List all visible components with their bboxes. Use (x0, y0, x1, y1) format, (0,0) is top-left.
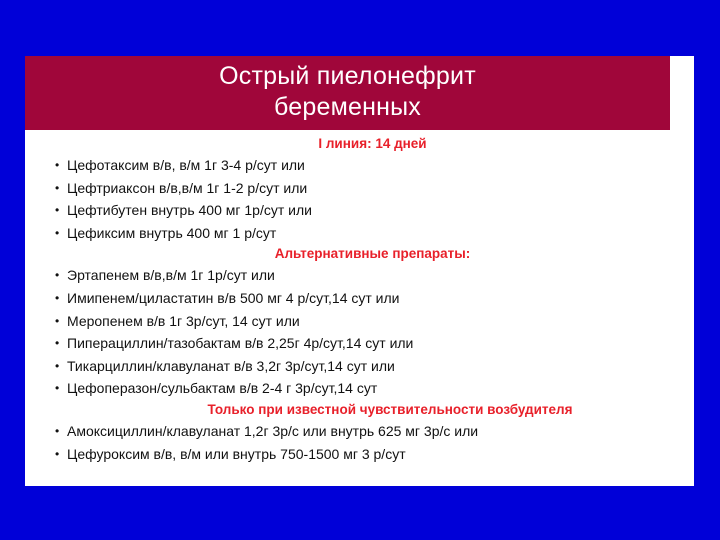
list-item (25, 154, 670, 177)
list-item-text: Имипенем/циластатин в/в 500 мг 4 р/сут,14 сут или (67, 289, 400, 306)
bullet-icon: • (55, 225, 60, 240)
slide-edge-strip (670, 56, 694, 486)
alternatives-list (25, 264, 670, 400)
slide-title-line-2: беременных (274, 93, 421, 121)
list-item (25, 287, 670, 310)
list-item-text: Пиперациллин/тазобактам в/в 2,25г 4р/сут,14 сут или (67, 335, 414, 352)
bullet-icon: • (55, 180, 60, 195)
list-item-text: Цефтриаксон в/в,в/м 1г 1-2 р/сут или (67, 179, 308, 196)
list-item-text: Эртапенем в/в,в/м 1г 1р/сут или (67, 267, 275, 284)
list-item-text: Амоксициллин/клавуланат 1,2г 3р/с или внутрь 625 мг 3р/с или (67, 422, 479, 439)
list-item (25, 222, 670, 245)
bullet-icon: • (55, 313, 60, 328)
bullet-icon: • (55, 203, 60, 218)
list-item (25, 199, 670, 222)
bullet-icon: • (55, 290, 60, 305)
bullet-icon: • (55, 358, 60, 373)
list-item-text: Цефтибутен внутрь 400 мг 1р/сут или (67, 202, 312, 219)
list-item (25, 443, 670, 466)
first-line-list (25, 154, 670, 244)
bullet-icon: • (55, 336, 60, 351)
bullet-icon: • (55, 446, 60, 461)
list-item (25, 177, 670, 200)
list-item-text: Цефиксим внутрь 400 мг 1 р/сут (67, 224, 277, 241)
list-item (25, 420, 670, 443)
bullet-icon: • (55, 268, 60, 283)
list-item-text: Цефоперазон/сульбактам в/в 2-4 г 3р/сут,14 сут (67, 380, 378, 397)
list-item-text: Цефуроксим в/в, в/м или внутрь 750-1500 мг 3 р/сут (67, 445, 406, 462)
title-bar (25, 56, 670, 130)
list-item (25, 377, 670, 400)
slide-title-line-1: Острый пиелонефрит (219, 62, 476, 90)
list-item-text: Цефотаксим в/в, в/м 1г 3-4 р/сут или (67, 157, 305, 173)
bullet-icon: • (55, 158, 60, 172)
section-heading-alternatives: Альтернативные препараты: (274, 246, 471, 262)
section-heading-first-line: I линия: 14 дней (318, 136, 427, 151)
list-item (25, 355, 670, 378)
list-item (25, 310, 670, 333)
slide (25, 56, 670, 486)
list-item (25, 264, 670, 287)
bullet-icon: • (55, 381, 60, 396)
section-heading-known-sensitivity: Только при известной чувствительности возбудителя (207, 401, 573, 417)
slide-content (25, 134, 670, 465)
list-item-text: Тикарциллин/клавуланат в/в 3,2г 3р/сут,14 сут или (67, 357, 395, 374)
list-item-text: Меропенем в/в 1г 3р/сут, 14 сут или (67, 312, 300, 329)
list-item (25, 332, 670, 355)
known-sensitivity-list (25, 420, 670, 465)
bullet-icon: • (55, 423, 60, 438)
